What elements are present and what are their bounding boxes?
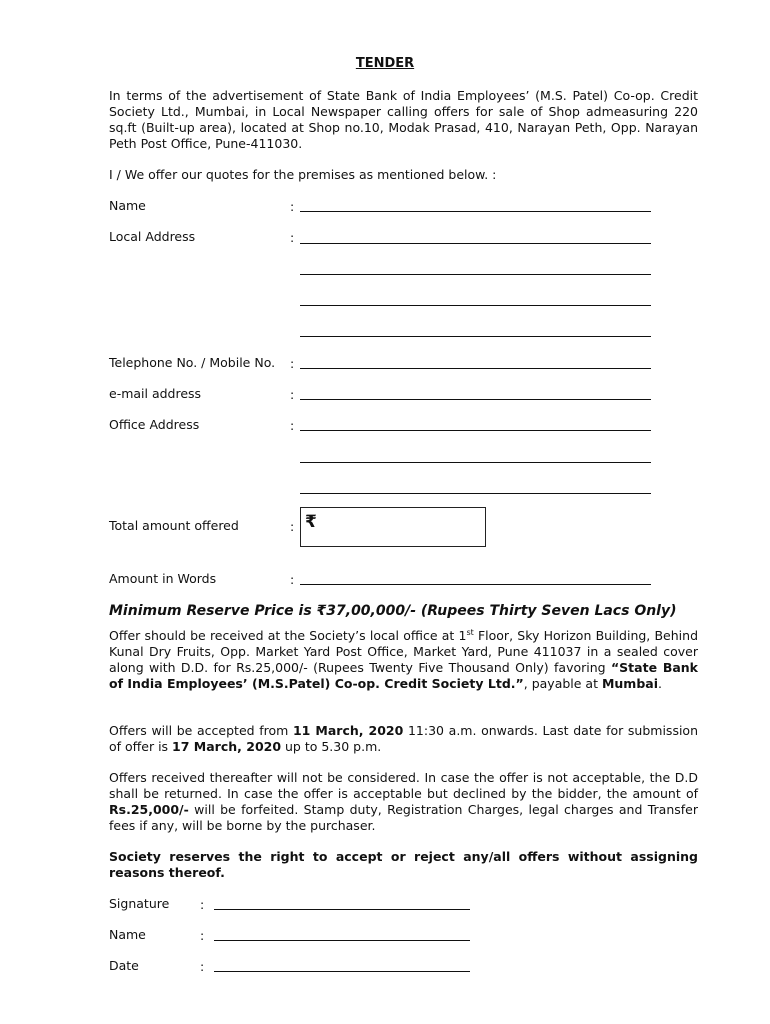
- local-address-line-3[interactable]: [300, 305, 651, 306]
- submission-paragraph: [109, 628, 698, 692]
- name-colon: :: [290, 199, 295, 214]
- dates-text-2: 11:30 a.m. onwards. Last date for submission of offer is: [109, 723, 698, 754]
- signoff-name-label: Name: [109, 927, 146, 942]
- telephone-label: Telephone No. / Mobile No.: [109, 355, 276, 370]
- name-field-line[interactable]: [300, 211, 651, 212]
- society-name-bold: “State Bank of India Employees’ (M.S.Patel) Co-op. Credit Society Ltd.”: [109, 660, 698, 691]
- local-address-label: Local Address: [109, 229, 196, 244]
- telephone-field-line[interactable]: [300, 368, 651, 369]
- amount-words-label: Amount in Words: [109, 571, 217, 586]
- local-address-line-4[interactable]: [300, 336, 651, 337]
- terms-text-2: will be forfeited. Stamp duty, Registration Charges, legal charges and Transfer fees if any, will be borne by the purchaser.: [109, 802, 698, 833]
- signature-label: Signature: [109, 896, 170, 911]
- total-amount-colon: :: [290, 519, 295, 534]
- rupee-symbol: ₹: [305, 512, 317, 532]
- email-colon: :: [290, 387, 295, 402]
- start-date: 11 March, 2020: [292, 723, 404, 738]
- reserve-price-heading: Minimum Reserve Price is ₹37,00,000/- (Rupees Thirty Seven Lacs Only): [109, 603, 677, 619]
- signature-line[interactable]: [214, 909, 470, 910]
- payable-place-bold: Mumbai: [601, 676, 658, 691]
- amount-words-colon: :: [290, 572, 295, 587]
- date-line[interactable]: [214, 971, 470, 972]
- signature-colon: :: [200, 897, 205, 912]
- dates-text-1: Offers will be accepted from: [109, 723, 293, 738]
- email-field-line[interactable]: [300, 399, 651, 400]
- total-amount-box[interactable]: [300, 507, 486, 547]
- signoff-name-colon: :: [200, 928, 205, 943]
- telephone-colon: :: [290, 356, 295, 371]
- amount-words-line[interactable]: [300, 584, 651, 585]
- name-label: Name: [109, 198, 146, 213]
- terms-paragraph: [109, 770, 698, 834]
- office-address-colon: :: [290, 418, 295, 433]
- office-address-label: Office Address: [109, 417, 200, 432]
- end-date: 17 March, 2020: [172, 739, 282, 754]
- submission-text-1: Offer should be received at the Society’s local office at 1: [109, 628, 467, 643]
- intro-paragraph: In terms of the advertisement of State Bank of India Employees’ (M.S. Patel) Co-op. Credit Society Ltd., Mumbai, in Local Newspaper calling offers for sale of Shop admeasuring 220 sq.ft (Built-up area), located at Shop no.10, Modak Prasad, 410, Narayan Peth, Opp. Narayan Peth Post Office, Pune-411030.: [109, 88, 698, 151]
- date-label: Date: [109, 958, 139, 973]
- email-label: e-mail address: [109, 386, 202, 401]
- date-colon: :: [200, 959, 205, 974]
- local-address-colon: :: [290, 230, 295, 245]
- local-address-line-2[interactable]: [300, 274, 651, 275]
- office-address-line-3[interactable]: [300, 493, 651, 494]
- submission-text-3: , payable at: [523, 676, 602, 691]
- document-title: TENDER: [355, 56, 415, 71]
- terms-text-1: Offers received thereafter will not be considered. In case the offer is not acceptable, the D.D shall be returned. In case the offer is acceptable but declined by the bidder, the amount of: [109, 770, 698, 801]
- reservation-statement: Society reserves the right to accept or reject any/all offers without assigning reasons thereof.: [109, 849, 698, 880]
- forfeit-amount: Rs.25,000/-: [109, 802, 189, 817]
- office-address-line-2[interactable]: [300, 462, 651, 463]
- local-address-line-1[interactable]: [300, 243, 651, 244]
- total-amount-label: Total amount offered: [109, 518, 239, 533]
- signoff-name-line[interactable]: [214, 940, 470, 941]
- offer-statement: I / We offer our quotes for the premises as mentioned below. :: [109, 167, 497, 182]
- office-address-line-1[interactable]: [300, 430, 651, 431]
- submission-text-4: .: [658, 676, 662, 691]
- submission-sup: st: [466, 627, 474, 637]
- submission-text-2: Floor, Sky Horizon Building, Behind Kunal Dry Fruits, Opp. Market Yard Post Office, Market Yard, Pune 411037 in a sealed cover along with D.D. for Rs.25,000/- (Rupees Twenty Five Thousand Only) favoring: [109, 628, 699, 675]
- dates-text-3: up to 5.30 p.m.: [281, 739, 382, 754]
- dates-paragraph: [109, 723, 698, 755]
